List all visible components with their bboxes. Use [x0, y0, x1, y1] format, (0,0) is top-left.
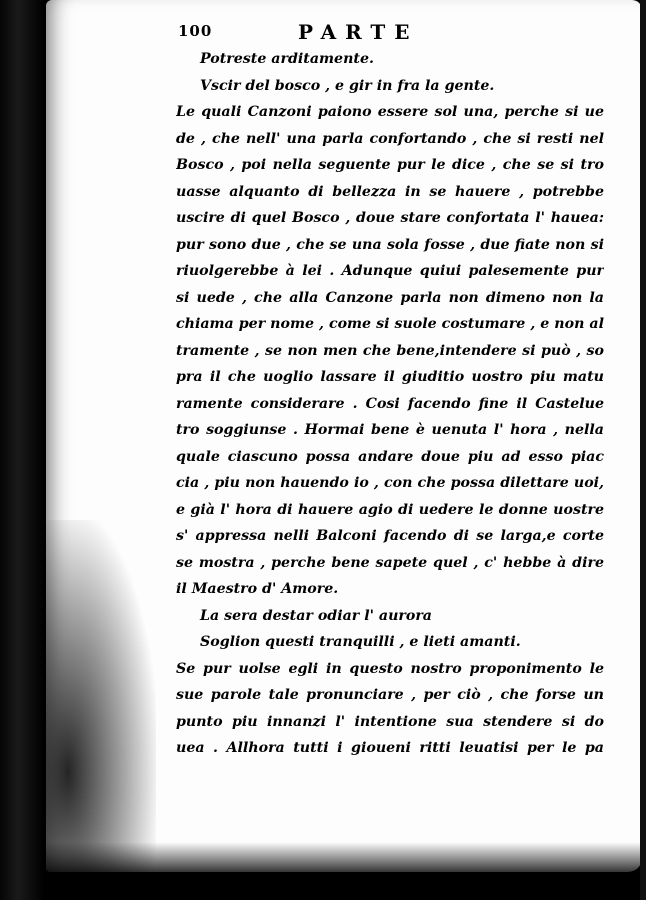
text-line: sue parole tale pronunciare , per ciò , che forse un — [176, 687, 604, 703]
text-line: riuolgerebbe à lei . Adunque quiui palesemente pur — [176, 263, 604, 279]
text-line: pra il che uoglio lassare il giuditio uostro piu matu — [176, 369, 604, 385]
text-line: Se pur uolse egli in questo nostro proponimento le — [176, 660, 604, 677]
text-line: punto piu innanzi l' intentione sua stendere si do — [176, 713, 604, 730]
verse-line: La sera destar odiar l' aurora — [200, 607, 432, 624]
text-line: uasse alquanto di bellezza in se hauere , potrebbe — [176, 183, 604, 200]
verse-line: Soglion questi tranquilli , e lieti amanti. — [200, 634, 521, 650]
text-line: s' appressa nelli Balconi facendo di se larga,e corte — [176, 528, 604, 544]
page-edge — [640, 0, 646, 900]
text-line: tramente , se non men che bene,intendere si può , so — [176, 342, 604, 359]
verse-line: Vscir del bosco , e gir in fra la gente. — [200, 77, 495, 94]
text-line: ramente considerare . Cosi facendo fine il Castelue — [176, 395, 604, 412]
text-line: se mostra , perche bene sapete quel , c' hebbe à dire — [176, 554, 604, 571]
text-line: il Maestro d' Amore. — [176, 581, 339, 597]
text-line: quale ciascuno possa andare doue piu ad esso piac — [176, 448, 604, 465]
page-number: 100 — [178, 22, 213, 40]
text-line: chiama per nome , come si suole costumare , e non al — [176, 316, 604, 332]
text-line: uscire di quel Bosco , doue stare confortata l' hauea: — [176, 210, 604, 226]
body-text — [176, 46, 604, 762]
text-line: Le quali Canzoni paiono essere sol una, perche si ue — [176, 104, 604, 120]
text-line: tro soggiunse . Hormai bene è uenuta l' hora , nella — [176, 422, 604, 438]
text-line: uea . Allhora tutti i gioueni ritti leuatisi per le pa — [176, 740, 604, 756]
text-line: pur sono due , che se una sola fosse , due fiate non si — [176, 236, 604, 253]
text-line: de , che nell' una parla confortando , che si resti nel — [176, 130, 604, 147]
text-line: e già l' hora di hauere agio di uedere le donne uostre — [176, 501, 604, 518]
text-line: Bosco , poi nella seguente pur le dice , che se si tro — [176, 157, 604, 173]
text-line: si uede , che alla Canzone parla non dimeno non la — [176, 289, 604, 306]
text-line: cia , piu non hauendo io , con che possa dilettare uoi, — [176, 475, 604, 491]
page-header — [178, 22, 598, 48]
verse-line: Potreste arditamente. — [200, 51, 374, 67]
running-head: PARTE — [298, 20, 419, 44]
